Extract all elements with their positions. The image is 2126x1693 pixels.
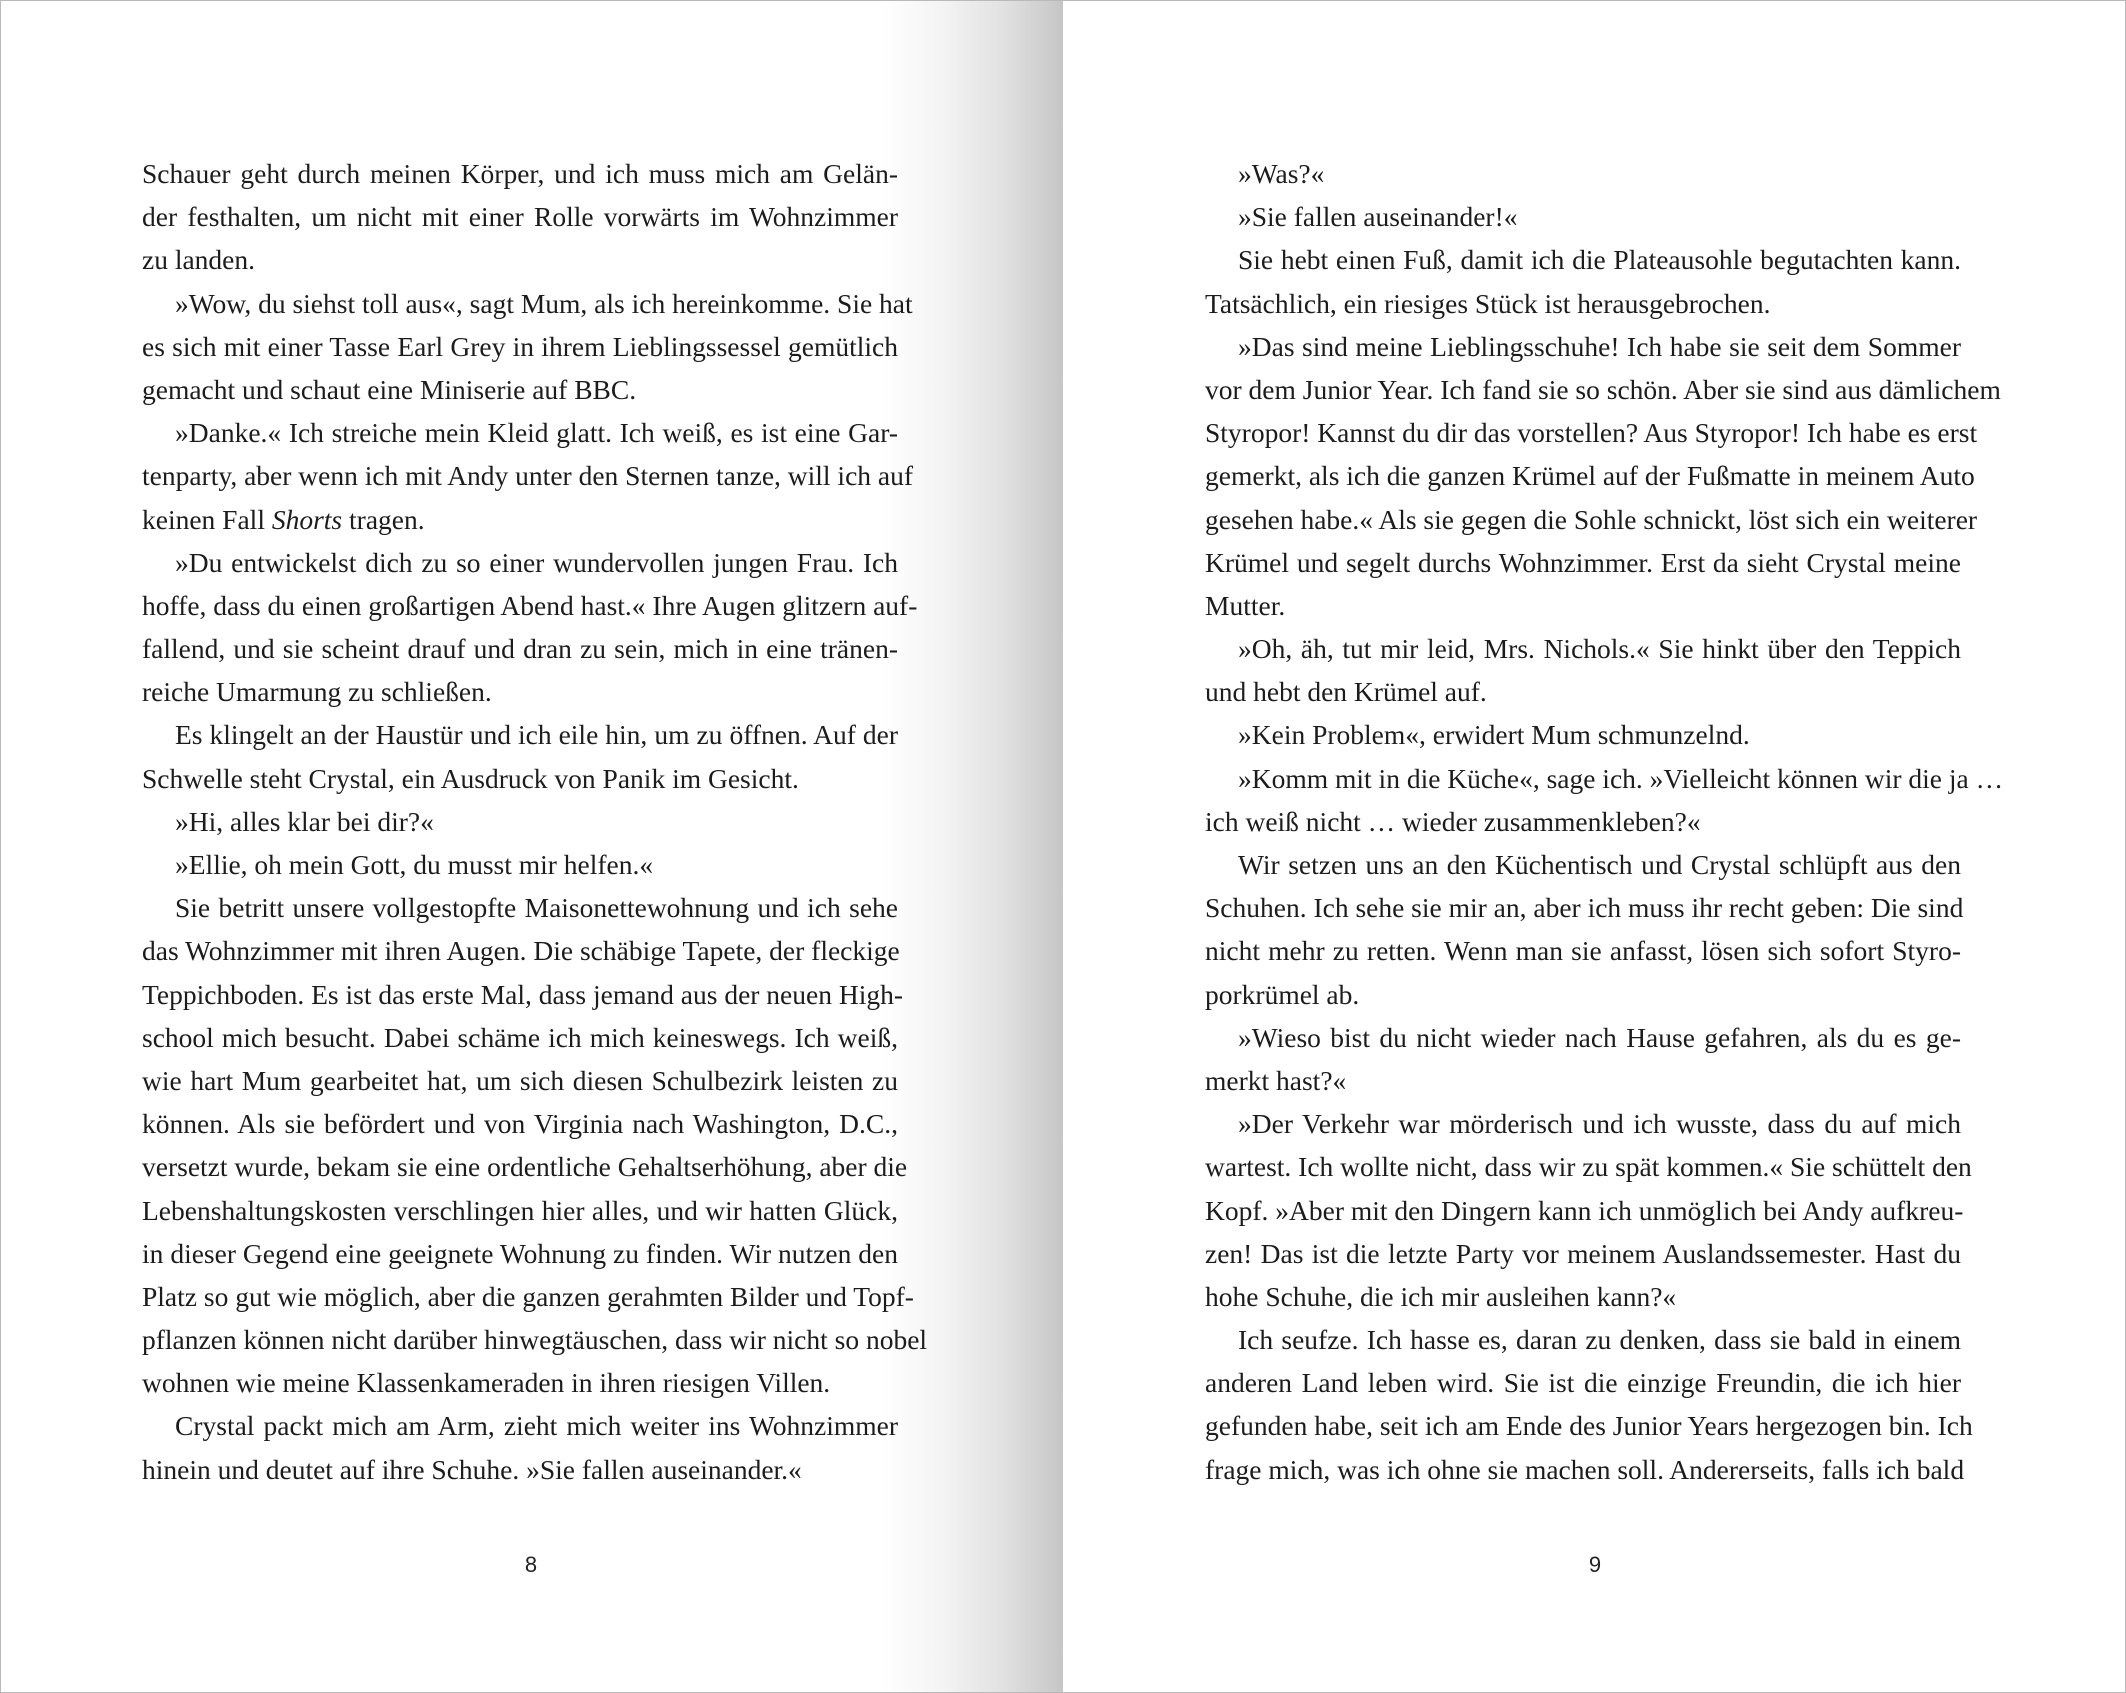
text-line: Krümel und segelt durchs Wohnzimmer. Erst da sieht Crystal meine (1205, 546, 1961, 578)
text-line: Teppichboden. Es ist das erste Mal, dass jemand aus der neuen High- (142, 978, 904, 1010)
text-line: hoffe, dass du einen großartigen Abend hast.« Ihre Augen glitzern auf- (142, 589, 918, 621)
text-line: merkt hast?« (1205, 1064, 1347, 1096)
text-line: Crystal packt mich am Arm, zieht mich weiter ins Wohnzimmer (175, 1410, 898, 1442)
text-line: gesehen habe.« Als sie gegen die Sohle schnickt, löst sich ein weiterer (1205, 503, 1978, 535)
text-line: zu landen. (142, 244, 256, 276)
text-line: Tatsächlich, ein riesiges Stück ist herausgebrochen. (1205, 287, 1771, 319)
text-line: Styropor! Kannst du dir das vorstellen? Aus Styropor! Ich habe es erst (1205, 417, 1978, 449)
text-line: gemerkt, als ich die ganzen Krümel auf der Fußmatte in meinem Auto (1205, 460, 1975, 492)
text-line: »Das sind meine Lieblingsschuhe! Ich habe sie seit dem Sommer (1238, 330, 1961, 362)
text-line: zen! Das ist die letzte Party vor meinem Auslandssemester. Hast du (1205, 1237, 1961, 1269)
text-line: »Wieso bist du nicht wieder nach Hause gefahren, als du es ge- (1238, 1021, 1961, 1053)
text-line: können. Als sie befördert und von Virginia nach Washington, D.C., (142, 1108, 898, 1140)
text-line: Schwelle steht Crystal, ein Ausdruck von Panik im Gesicht. (142, 762, 799, 794)
text-line: »Ellie, oh mein Gott, du musst mir helfen.« (175, 849, 654, 880)
text-line: Kopf. »Aber mit den Dingern kann ich unmöglich bei Andy aufkreu- (1205, 1194, 1964, 1226)
text-line: Es klingelt an der Haustür und ich eile hin, um zu öffnen. Auf der (175, 719, 898, 751)
text-line: »Komm mit in die Küche«, sage ich. »Vielleicht können wir die ja … (1238, 762, 2004, 794)
text-line: Schuhen. Ich sehe sie mir an, aber ich muss ihr recht geben: Die sind (1205, 892, 1964, 924)
text-line: »Sie fallen auseinander!« (1238, 201, 1518, 233)
text-line: der festhalten, um nicht mit einer Rolle vorwärts im Wohnzimmer (142, 201, 898, 233)
text-line: wartest. Ich wollte nicht, dass wir zu spät kommen.« Sie schüttelt den (1205, 1151, 1972, 1183)
text-line: porkrümel ab. (1205, 978, 1360, 1010)
text-segment: tragen. (349, 503, 425, 535)
text-line: pflanzen können nicht darüber hinwegtäuschen, dass wir nicht so nobel (142, 1324, 928, 1356)
text-line: Sie hebt einen Fuß, damit ich die Plateausohle begutachten kann. (1238, 244, 1961, 276)
text-line: Lebenshaltungskosten verschlingen hier alles, und wir hatten Glück, (142, 1194, 898, 1226)
text-line: gemacht und schaut eine Miniserie auf BBC. (142, 373, 637, 405)
text-line: Wir setzen uns an den Küchentisch und Crystal schlüpft aus den (1238, 849, 1961, 880)
text-line: tenparty, aber wenn ich mit Andy unter den Sternen tanze, will ich auf (142, 460, 914, 492)
left-page (1, 1, 1063, 1692)
text-line: hinein und deutet auf ihre Schuhe. »Sie fallen auseinander.« (142, 1453, 802, 1485)
text-line: Ich seufze. Ich hasse es, daran zu denken, dass sie bald in einem (1238, 1324, 1961, 1356)
text-line: es sich mit einer Tasse Earl Grey in ihrem Lieblingssessel gemütlich (142, 330, 898, 362)
text-line: frage mich, was ich ohne sie machen soll. Andererseits, falls ich bald (1205, 1453, 1965, 1485)
text-line: in dieser Gegend eine geeignete Wohnung zu finden. Wir nutzen den (142, 1237, 898, 1269)
text-line: fallend, und sie scheint drauf und dran zu sein, mich in eine tränen- (142, 633, 898, 665)
text-line: und hebt den Krümel auf. (1205, 676, 1487, 708)
text-line (142, 498, 898, 541)
text-line: »Der Verkehr war mörderisch und ich wusste, dass du auf mich (1238, 1108, 1961, 1140)
text-line: »Kein Problem«, erwidert Mum schmunzelnd. (1238, 719, 1750, 751)
text-line: Sie betritt unsere vollgestopfte Maisonettewohnung und ich sehe (175, 892, 898, 924)
text-line: versetzt wurde, bekam sie eine ordentliche Gehaltserhöhung, aber die (142, 1151, 908, 1183)
text-line: school mich besucht. Dabei schäme ich mich keineswegs. Ich weiß, (142, 1021, 898, 1053)
text-line: Schauer geht durch meinen Körper, und ich muss mich am Gelän- (142, 158, 898, 189)
text-line: vor dem Junior Year. Ich fand sie so schön. Aber sie sind aus dämlichem (1205, 373, 2001, 405)
text-line: reiche Umarmung zu schließen. (142, 676, 492, 708)
text-line: nicht mehr zu retten. Wenn man sie anfasst, lösen sich sofort Styro- (1205, 935, 1961, 967)
text-line: »Danke.« Ich streiche mein Kleid glatt. Ich weiß, es ist eine Gar- (175, 417, 898, 449)
text-line: Mutter. (1205, 589, 1286, 621)
text-line: wie hart Mum gearbeitet hat, um sich diesen Schulbezirk leisten zu (142, 1064, 898, 1096)
text-line: »Du entwickelst dich zu so einer wundervollen jungen Frau. Ich (175, 546, 898, 578)
text-line: »Hi, alles klar bei dir?« (175, 805, 434, 837)
page-number: 9 (1588, 1552, 1602, 1577)
text-line: anderen Land leben wird. Sie ist die einzige Freundin, die ich hier (1205, 1367, 1961, 1399)
text-line: gefunden habe, seit ich am Ende des Junior Years hergezogen bin. Ich (1205, 1410, 1973, 1442)
text-line: Platz so gut wie möglich, aber die ganzen gerahmten Bilder und Topf- (142, 1280, 914, 1312)
right-page (1063, 1, 2125, 1692)
text-line: hohe Schuhe, die ich mir ausleihen kann?« (1205, 1280, 1677, 1312)
text-line: »Oh, äh, tut mir leid, Mrs. Nichols.« Sie hinkt über den Teppich (1238, 633, 1961, 665)
text-line: »Was?« (1238, 158, 1325, 189)
text-line: wohnen wie meine Klassenkameraden in ihren riesigen Villen. (142, 1367, 831, 1399)
text-line: ich weiß nicht … wieder zusammenkleben?« (1205, 805, 1701, 837)
text-segment: keinen Fall (142, 503, 265, 535)
italic-word: Shorts (271, 503, 343, 535)
left-page-text (142, 152, 928, 1491)
page-number: 8 (524, 1552, 538, 1577)
right-page-text (1205, 152, 2004, 1491)
text-line: das Wohnzimmer mit ihren Augen. Die schäbige Tapete, der fleckige (142, 935, 900, 967)
text-line: »Wow, du siehst toll aus«, sagt Mum, als ich hereinkomme. Sie hat (175, 287, 913, 319)
